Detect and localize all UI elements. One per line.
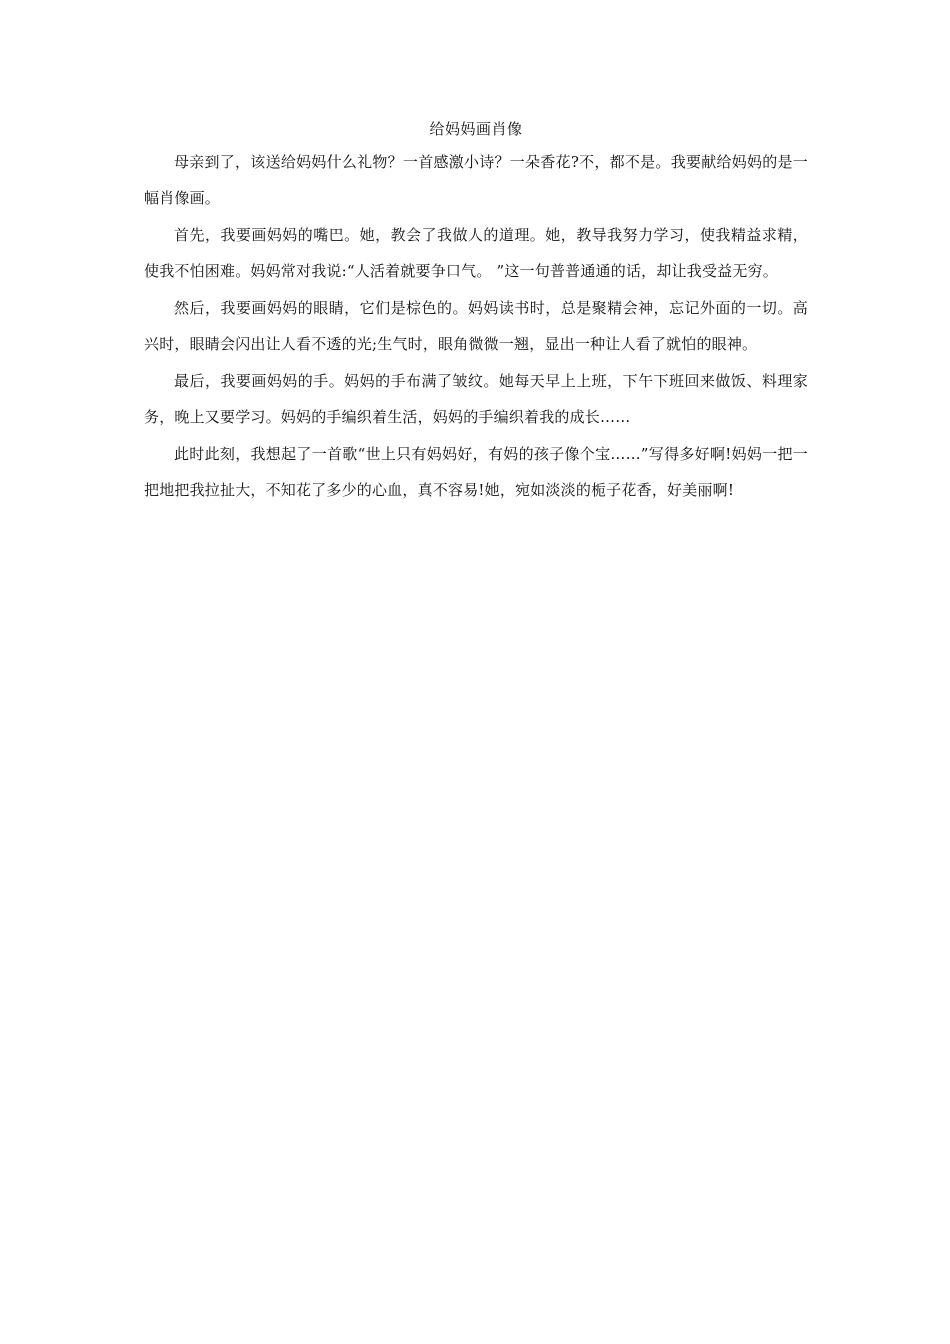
document-body: [144, 116, 808, 509]
paragraph-4: 最后，我要画妈妈的手。妈妈的手布满了皱纹。她每天早上上班，下午下班回来做饭、料理家务，晚上又要学习。妈妈的手编织着生活，妈妈的手编织着我的成长……: [144, 372, 808, 426]
paragraph-1: 母亲到了，该送给妈妈什么礼物？一首感激小诗？一朵香花?不，都不是。我要献给妈妈的是一幅肖像画。: [144, 153, 808, 207]
document-title: 给妈妈画肖像: [429, 120, 523, 138]
paragraph-2: 首先，我要画妈妈的嘴巴。她，教会了我做人的道理。她，教导我努力学习，使我精益求精，使我不怕困难。妈妈常对我说:“人活着就要争口气。 ”这一句普普通通的话，却让我受益无穷。: [144, 226, 808, 280]
paragraph-5: 此时此刻，我想起了一首歌“世上只有妈妈好，有妈的孩子像个宝……”写得多好啊!妈妈一把一把地把我拉扯大，不知花了多少的心血，真不容易!她，宛如淡淡的栀子花香，好美丽啊!: [144, 445, 808, 499]
paragraph-3: 然后，我要画妈妈的眼睛，它们是棕色的。妈妈读书时，总是聚精会神，忘记外面的一切。高兴时，眼睛会闪出让人看不透的光;生气时，眼角微微一翘，显出一种让人看了就怕的眼神。: [144, 299, 808, 353]
